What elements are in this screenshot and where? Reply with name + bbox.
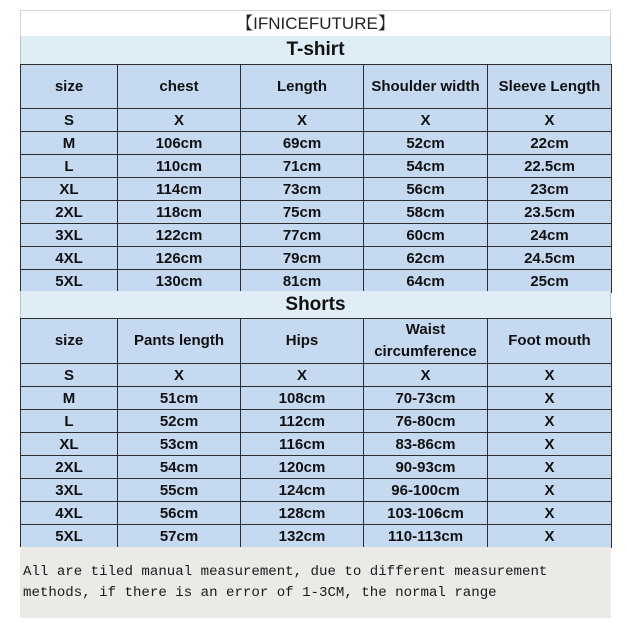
tshirt-column-header: chest <box>118 65 241 109</box>
tshirt-table-cell: 25cm <box>488 270 612 293</box>
tshirt-table-cell: 69cm <box>241 132 364 155</box>
shorts-table-cell: 55cm <box>118 479 241 502</box>
tshirt-table-cell: 114cm <box>118 178 241 201</box>
tshirt-table-cell: 79cm <box>241 247 364 270</box>
tshirt-table-cell: 77cm <box>241 224 364 247</box>
shorts-table-cell: X <box>488 502 612 525</box>
tshirt-table-cell: 122cm <box>118 224 241 247</box>
shorts-table-cell: 2XL <box>21 456 118 479</box>
shorts-table-cell: 5XL <box>21 525 118 548</box>
tshirt-table-cell: 23cm <box>488 178 612 201</box>
tshirt-table-cell: M <box>21 132 118 155</box>
shorts-column-header: Hips <box>241 319 364 364</box>
tshirt-table-cell: X <box>118 109 241 132</box>
tshirt-table-cell: 106cm <box>118 132 241 155</box>
shorts-table-cell: 57cm <box>118 525 241 548</box>
tshirt-table-row <box>21 270 612 293</box>
tshirt-table-cell: 56cm <box>364 178 488 201</box>
shorts-table-cell: X <box>118 364 241 387</box>
tshirt-table-cell: 52cm <box>364 132 488 155</box>
tshirt-table-row <box>21 178 612 201</box>
shorts-table-row <box>21 387 612 410</box>
tshirt-table-cell: 3XL <box>21 224 118 247</box>
shorts-column-header: size <box>21 319 118 364</box>
shorts-table-cell: S <box>21 364 118 387</box>
shorts-table-cell: 110-113cm <box>364 525 488 548</box>
shorts-table-cell: 76-80cm <box>364 410 488 433</box>
tshirt-table-cell: 58cm <box>364 201 488 224</box>
shorts-column-header: Pants length <box>118 319 241 364</box>
tshirt-column-header: Length <box>241 65 364 109</box>
tshirt-table-cell: 2XL <box>21 201 118 224</box>
tshirt-column-header: Sleeve Length <box>488 65 612 109</box>
tshirt-table-body <box>21 65 612 293</box>
shorts-table-row <box>21 456 612 479</box>
shorts-table-cell: X <box>488 456 612 479</box>
tshirt-table-cell: 62cm <box>364 247 488 270</box>
tshirt-table-cell: 130cm <box>118 270 241 293</box>
note-line-1: All are tiled manual measurement, due to different measurement <box>23 564 548 580</box>
shorts-table-cell: 3XL <box>21 479 118 502</box>
tshirt-table-cell: 24.5cm <box>488 247 612 270</box>
tshirt-table-row <box>21 247 612 270</box>
tshirt-table-cell: L <box>21 155 118 178</box>
shorts-table-cell: 56cm <box>118 502 241 525</box>
shorts-table-cell: 108cm <box>241 387 364 410</box>
tshirt-table-row <box>21 224 612 247</box>
tshirt-table-cell: 4XL <box>21 247 118 270</box>
shorts-table-cell: 90-93cm <box>364 456 488 479</box>
shorts-table-cell: X <box>488 433 612 456</box>
tshirt-column-header: size <box>21 65 118 109</box>
tshirt-table-cell: 81cm <box>241 270 364 293</box>
shorts-table-row <box>21 410 612 433</box>
measurement-note <box>20 547 611 618</box>
tshirt-table-cell: 60cm <box>364 224 488 247</box>
shorts-table-cell: 51cm <box>118 387 241 410</box>
tshirt-column-header: Shoulder width <box>364 65 488 109</box>
shorts-table-cell: X <box>364 364 488 387</box>
shorts-table-cell: X <box>488 525 612 548</box>
shorts-table-cell: 53cm <box>118 433 241 456</box>
shorts-table-row <box>21 502 612 525</box>
shorts-section-title: Shorts <box>20 291 611 318</box>
shorts-table-cell: 54cm <box>118 456 241 479</box>
tshirt-header-row <box>21 65 612 109</box>
tshirt-table-cell: 22cm <box>488 132 612 155</box>
tshirt-table-cell: X <box>241 109 364 132</box>
shorts-table-cell: 96-100cm <box>364 479 488 502</box>
shorts-table-cell: M <box>21 387 118 410</box>
shorts-table-cell: X <box>488 364 612 387</box>
tshirt-table-cell: 23.5cm <box>488 201 612 224</box>
shorts-table-cell: 4XL <box>21 502 118 525</box>
shorts-table-cell: 132cm <box>241 525 364 548</box>
tshirt-table-cell: 73cm <box>241 178 364 201</box>
shorts-column-header: Waist circumference <box>364 319 488 364</box>
tshirt-table-row <box>21 132 612 155</box>
tshirt-table-cell: 110cm <box>118 155 241 178</box>
shorts-table-cell: X <box>488 410 612 433</box>
shorts-table-cell: X <box>488 387 612 410</box>
tshirt-table-row <box>21 201 612 224</box>
shorts-table-cell: X <box>241 364 364 387</box>
shorts-table-cell: XL <box>21 433 118 456</box>
tshirt-table-cell: 5XL <box>21 270 118 293</box>
shorts-table-row <box>21 364 612 387</box>
shorts-header-row <box>21 319 612 364</box>
tshirt-size-table <box>20 64 612 293</box>
tshirt-table-cell: X <box>488 109 612 132</box>
shorts-table-body <box>21 319 612 548</box>
brand-title: 【IFNICEFUTURE】 <box>20 10 611 36</box>
shorts-table-cell: 120cm <box>241 456 364 479</box>
tshirt-table-row <box>21 109 612 132</box>
tshirt-table-cell: 54cm <box>364 155 488 178</box>
shorts-table-row <box>21 525 612 548</box>
shorts-table-row <box>21 479 612 502</box>
note-line-2: methods, if there is an error of 1-3CM, the normal range <box>23 585 497 601</box>
tshirt-section-title: T-shirt <box>20 36 611 64</box>
shorts-column-header: Foot mouth <box>488 319 612 364</box>
shorts-table-row <box>21 433 612 456</box>
tshirt-table-cell: 118cm <box>118 201 241 224</box>
tshirt-table-cell: 75cm <box>241 201 364 224</box>
tshirt-table-row <box>21 155 612 178</box>
tshirt-table-cell: 64cm <box>364 270 488 293</box>
tshirt-table-cell: 24cm <box>488 224 612 247</box>
shorts-table-cell: 52cm <box>118 410 241 433</box>
tshirt-table-cell: 71cm <box>241 155 364 178</box>
shorts-table-cell: 103-106cm <box>364 502 488 525</box>
shorts-table-cell: 116cm <box>241 433 364 456</box>
tshirt-table-cell: 22.5cm <box>488 155 612 178</box>
shorts-table-cell: 112cm <box>241 410 364 433</box>
shorts-table-cell: 128cm <box>241 502 364 525</box>
shorts-table-cell: 70-73cm <box>364 387 488 410</box>
tshirt-table-cell: S <box>21 109 118 132</box>
shorts-table-cell: 124cm <box>241 479 364 502</box>
shorts-table-cell: X <box>488 479 612 502</box>
shorts-table-cell: 83-86cm <box>364 433 488 456</box>
shorts-size-table <box>20 318 612 548</box>
tshirt-table-cell: X <box>364 109 488 132</box>
tshirt-table-cell: XL <box>21 178 118 201</box>
tshirt-table-cell: 126cm <box>118 247 241 270</box>
shorts-table-cell: L <box>21 410 118 433</box>
